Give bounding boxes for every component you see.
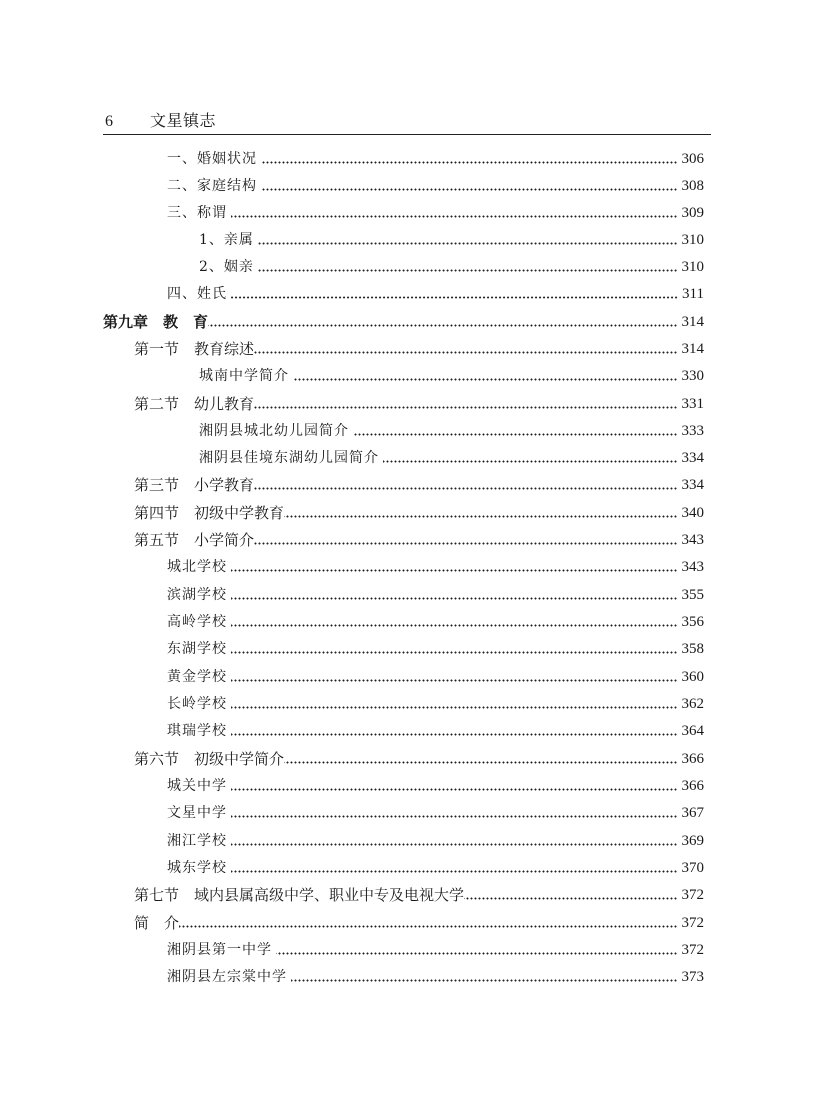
toc-chapter[interactable] bbox=[103, 309, 704, 336]
toc-entry-title: 东湖学校 bbox=[167, 641, 227, 657]
toc-entry-page: 330 bbox=[681, 368, 704, 384]
toc-entry-page: 310 bbox=[681, 259, 704, 275]
dot-leader bbox=[179, 925, 677, 928]
toc-entry[interactable] bbox=[167, 828, 704, 855]
toc-entry-title: 高岭学校 bbox=[167, 614, 227, 630]
dot-leader bbox=[261, 188, 678, 191]
toc-entry-page: 340 bbox=[681, 505, 704, 521]
toc-entry-title: 琪瑞学校 bbox=[167, 723, 227, 739]
toc-entry-title: 长岭学校 bbox=[167, 696, 227, 712]
toc-entry-page: 356 bbox=[681, 614, 704, 630]
dot-leader bbox=[284, 761, 677, 764]
dot-leader bbox=[231, 788, 678, 791]
toc-section[interactable] bbox=[134, 336, 704, 363]
toc-section-title: 第七节 域内县属高级中学、职业中专及电视大学 bbox=[134, 886, 465, 904]
toc-entry-page: 311 bbox=[682, 286, 704, 302]
dot-leader bbox=[231, 569, 678, 572]
toc-entry-page: 367 bbox=[681, 805, 704, 821]
toc-entry[interactable] bbox=[167, 664, 704, 691]
toc-entry[interactable] bbox=[167, 800, 704, 827]
toc-entry-page: 331 bbox=[681, 396, 704, 412]
toc-entry[interactable] bbox=[167, 937, 704, 964]
toc-section[interactable] bbox=[134, 472, 704, 499]
toc-section[interactable] bbox=[134, 527, 704, 554]
toc-entry[interactable] bbox=[199, 418, 704, 445]
toc-section-title: 第四节 初级中学教育 bbox=[134, 504, 285, 522]
toc-entry-title: 文星中学 bbox=[167, 805, 227, 821]
toc-entry-page: 314 bbox=[681, 341, 704, 357]
dot-leader bbox=[254, 487, 677, 490]
toc-entry-title: 滨湖学校 bbox=[167, 587, 227, 603]
dot-leader bbox=[261, 161, 678, 164]
toc-entry[interactable] bbox=[199, 254, 704, 281]
toc-entry-page: 372 bbox=[681, 942, 704, 958]
toc-entry-title: 湘阴县左宗棠中学 bbox=[167, 969, 287, 985]
toc-entry-title: 湘阴县佳境东湖幼儿园简介 bbox=[199, 450, 379, 466]
toc-entry-title: 城东学校 bbox=[167, 860, 227, 876]
dot-leader bbox=[231, 215, 678, 218]
toc-entry-page: 334 bbox=[681, 450, 704, 466]
toc-entry-page: 372 bbox=[681, 915, 704, 931]
toc-entry[interactable] bbox=[167, 636, 704, 663]
toc-section[interactable] bbox=[134, 500, 704, 527]
toc-entry-page: 334 bbox=[681, 477, 704, 493]
toc-entry[interactable] bbox=[167, 146, 704, 173]
dot-leader bbox=[231, 296, 678, 299]
toc-entry-title: 湘阴县第一中学 bbox=[167, 942, 272, 958]
dot-leader bbox=[231, 597, 678, 600]
toc-entry[interactable] bbox=[167, 281, 704, 308]
toc-section-title: 第二节 幼儿教育 bbox=[134, 395, 255, 413]
dot-leader bbox=[353, 433, 678, 436]
toc-entry[interactable] bbox=[167, 964, 704, 991]
toc-entry-page: 358 bbox=[681, 641, 704, 657]
toc-entry-page: 366 bbox=[681, 778, 704, 794]
toc-entry-page: 362 bbox=[681, 696, 704, 712]
toc-entry-page: 372 bbox=[681, 887, 704, 903]
dot-leader bbox=[231, 733, 678, 736]
toc-section[interactable] bbox=[134, 910, 704, 937]
toc-entry-page: 343 bbox=[681, 532, 704, 548]
dot-leader bbox=[231, 815, 678, 818]
toc-entry-page: 314 bbox=[681, 314, 704, 330]
dot-leader bbox=[293, 378, 678, 381]
dot-leader bbox=[231, 679, 678, 682]
dot-leader bbox=[231, 624, 678, 627]
toc-section[interactable] bbox=[134, 746, 704, 773]
toc-entry[interactable] bbox=[167, 773, 704, 800]
toc-entry-page: 306 bbox=[681, 151, 704, 167]
page-number: 6 bbox=[105, 113, 113, 130]
toc-entry[interactable] bbox=[167, 200, 704, 227]
toc-entry-title: 一、婚姻状况 bbox=[167, 151, 257, 167]
toc-section[interactable] bbox=[134, 391, 704, 418]
dot-leader bbox=[258, 269, 678, 272]
toc-entry-page: 355 bbox=[681, 587, 704, 603]
toc-section-title: 第六节 初级中学简介 bbox=[134, 750, 285, 768]
dot-leader bbox=[291, 979, 678, 982]
toc-entry-title: 城北学校 bbox=[167, 559, 227, 575]
toc-entry[interactable] bbox=[167, 691, 704, 718]
dot-leader bbox=[464, 897, 677, 900]
dot-leader bbox=[208, 324, 677, 327]
toc-entry[interactable] bbox=[199, 445, 704, 472]
dot-leader bbox=[276, 952, 678, 955]
toc-section-title: 简 介 bbox=[134, 914, 180, 932]
dot-leader bbox=[231, 651, 678, 654]
toc-entry[interactable] bbox=[167, 855, 704, 882]
toc-entry-page: 309 bbox=[681, 205, 704, 221]
book-title: 文星镇志 bbox=[150, 113, 217, 130]
toc-entry[interactable] bbox=[167, 718, 704, 745]
toc-chapter-title: 第九章 教 育 bbox=[103, 313, 209, 331]
toc-entry-page: 364 bbox=[681, 723, 704, 739]
toc-entry-title: 城关中学 bbox=[167, 778, 227, 794]
toc-entry-title: 黄金学校 bbox=[167, 669, 227, 685]
toc-entry-page: 369 bbox=[681, 833, 704, 849]
toc-entry-title: 城南中学简介 bbox=[199, 368, 289, 384]
toc-section[interactable] bbox=[134, 882, 704, 909]
toc-entry-page: 343 bbox=[681, 559, 704, 575]
dot-leader bbox=[383, 460, 678, 463]
dot-leader bbox=[254, 542, 677, 545]
toc-entry-title: 湘阴县城北幼儿园简介 bbox=[199, 423, 349, 439]
toc-entry-page: 366 bbox=[681, 751, 704, 767]
toc-entry-page: 373 bbox=[681, 969, 704, 985]
toc-entry[interactable] bbox=[167, 609, 704, 636]
dot-leader bbox=[231, 870, 678, 873]
toc-entry-page: 308 bbox=[681, 178, 704, 194]
toc-entry[interactable] bbox=[167, 582, 704, 609]
toc-entry-page: 310 bbox=[681, 232, 704, 248]
toc-entry[interactable] bbox=[167, 554, 704, 581]
toc-entry[interactable] bbox=[199, 363, 704, 390]
toc-entry-title: 二、家庭结构 bbox=[167, 178, 257, 194]
toc-entry-title: 四、姓氏 bbox=[167, 286, 227, 302]
toc-section-title: 第一节 教育综述 bbox=[134, 340, 255, 358]
toc-entry-title: 三、称谓 bbox=[167, 205, 227, 221]
dot-leader bbox=[231, 843, 678, 846]
toc-entry-title: 1、亲属 bbox=[199, 232, 254, 248]
dot-leader bbox=[231, 706, 678, 709]
dot-leader bbox=[254, 406, 677, 409]
toc-entry-title: 湘江学校 bbox=[167, 833, 227, 849]
toc-entry[interactable] bbox=[167, 173, 704, 200]
toc-entry-title: 2、姻亲 bbox=[199, 259, 254, 275]
toc-entry[interactable] bbox=[199, 227, 704, 254]
toc-entry-page: 370 bbox=[681, 860, 704, 876]
toc-section-title: 第五节 小学简介 bbox=[134, 531, 255, 549]
toc-entry-page: 333 bbox=[681, 423, 704, 439]
dot-leader bbox=[254, 351, 677, 354]
toc-entry-page: 360 bbox=[681, 669, 704, 685]
toc-section-title: 第三节 小学教育 bbox=[134, 476, 255, 494]
dot-leader bbox=[284, 515, 677, 518]
dot-leader bbox=[258, 242, 678, 245]
